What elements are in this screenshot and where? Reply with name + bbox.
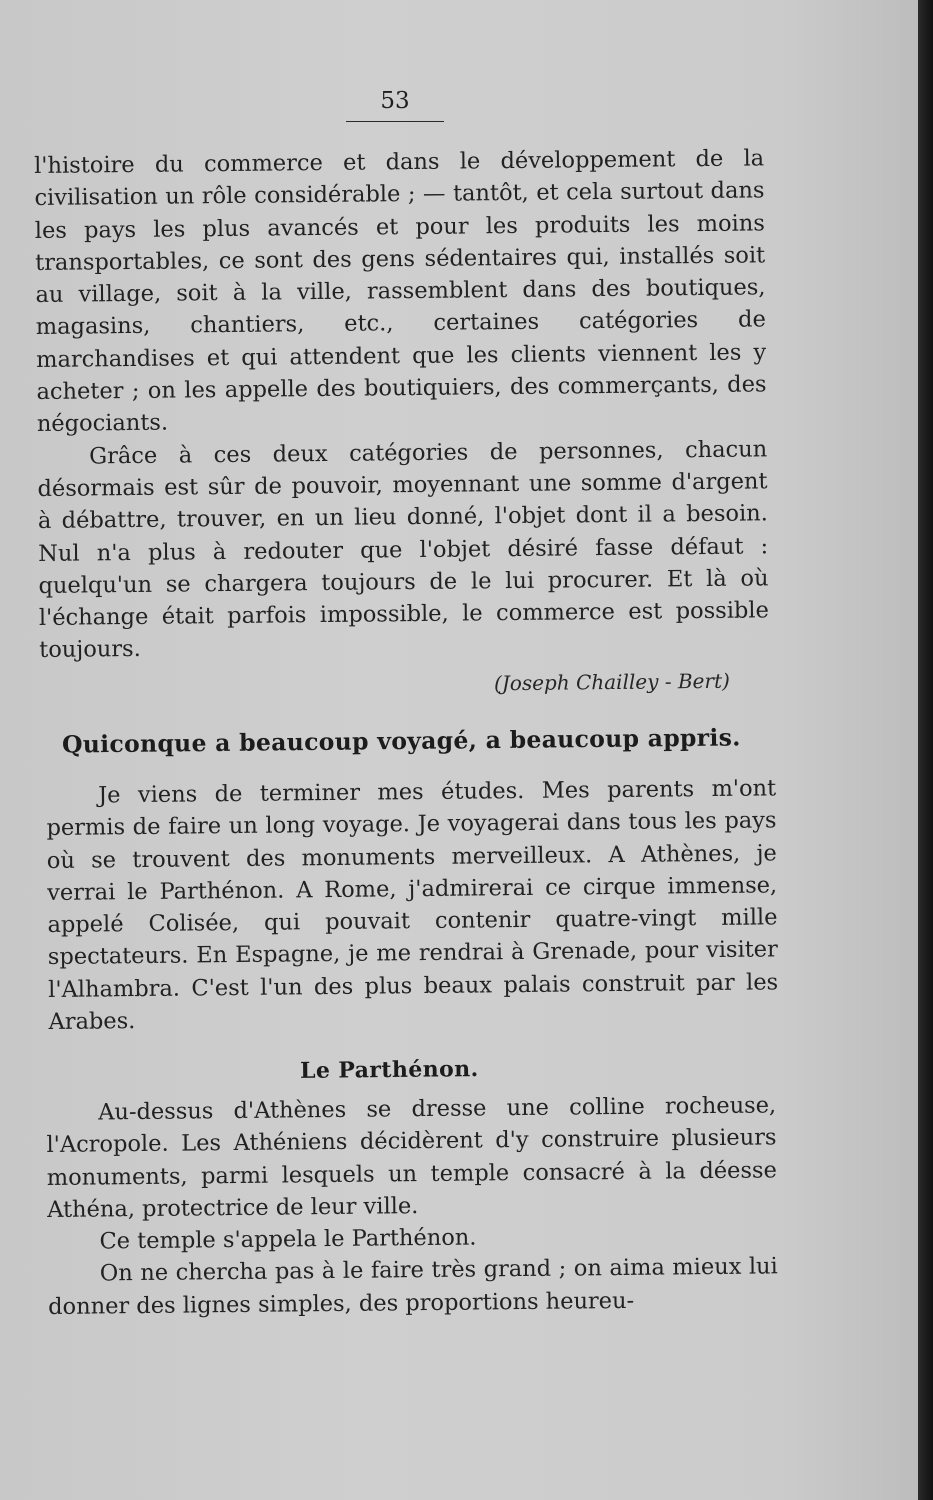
- commerce-passage: [34, 142, 769, 666]
- author-attribution: (Joseph Chailley - Bert): [493, 668, 730, 696]
- page-edge-shadow: [918, 0, 933, 1500]
- paragraph: Je viens de terminer mes études. Mes parents m'ont permis de faire un long voyage. Je voyagerai dans tous les pays où se trouvent des monuments merveilleux. A Athènes, je verrai le Parthénon. A Rome, j'admirerai ce cirque immense, appelé Colisée, qui pouvait contenir quatre-vingt mille spectateurs. En Espagne, je me rendrai à Grenade, pour visiter l'Alhambra. C'est l'un des plus beaux palais construit par les Arabes.: [46, 775, 779, 1036]
- section-heading: Le Parthénon.: [299, 1056, 479, 1084]
- paragraph: Au-dessus d'Athènes se dresse une colline rocheuse, l'Acropole. Les Athéniens décidèrent d'y construire plusieurs monuments, parmi lesquels un temple consacré à la déesse Athéna, protectrice de leur ville.: [46, 1092, 777, 1223]
- travel-passage: [46, 772, 779, 1038]
- section-heading: Quiconque a beaucoup voyagé, a beaucoup appris.: [61, 723, 741, 759]
- page-number: 53: [380, 88, 410, 114]
- parthenon-passage: [46, 1089, 778, 1323]
- page-number-rule: [346, 121, 444, 122]
- paragraph: Grâce à ces deux catégories de personnes, chacun désormais est sûr de pouvoir, moyennant une somme d'argent à débattre, trouver, en un lieu donné, l'objet dont il a besoin. Nul n'a plus à redouter que l'objet désiré fasse défaut : quelqu'un se chargera toujours de le lui procurer. Et là où l'échange était parfois impossible, le commerce est possible toujours.: [37, 436, 769, 664]
- paragraph: Ce temple s'appela le Parthénon.: [99, 1224, 477, 1255]
- paragraph: On ne chercha pas à le faire très grand ; on aima mieux lui donner des lignes simples, des proportions heureu-: [48, 1253, 778, 1320]
- paragraph: l'histoire du commerce et dans le développement de la civilisation un rôle considérable ; — tantôt, et cela surtout dans les pays les plus avancés et pour les produits les moins transportables, ce sont des gens sédentaires qui, installés soit au village, soit à la ville, rassemblent dans des boutiques, magasins, chantiers, etc., certaines catégories de marchandises et qui attendent que les clients viennent les y acheter ; on les appelle des boutiquiers, des commerçants, des négociants.: [34, 145, 767, 438]
